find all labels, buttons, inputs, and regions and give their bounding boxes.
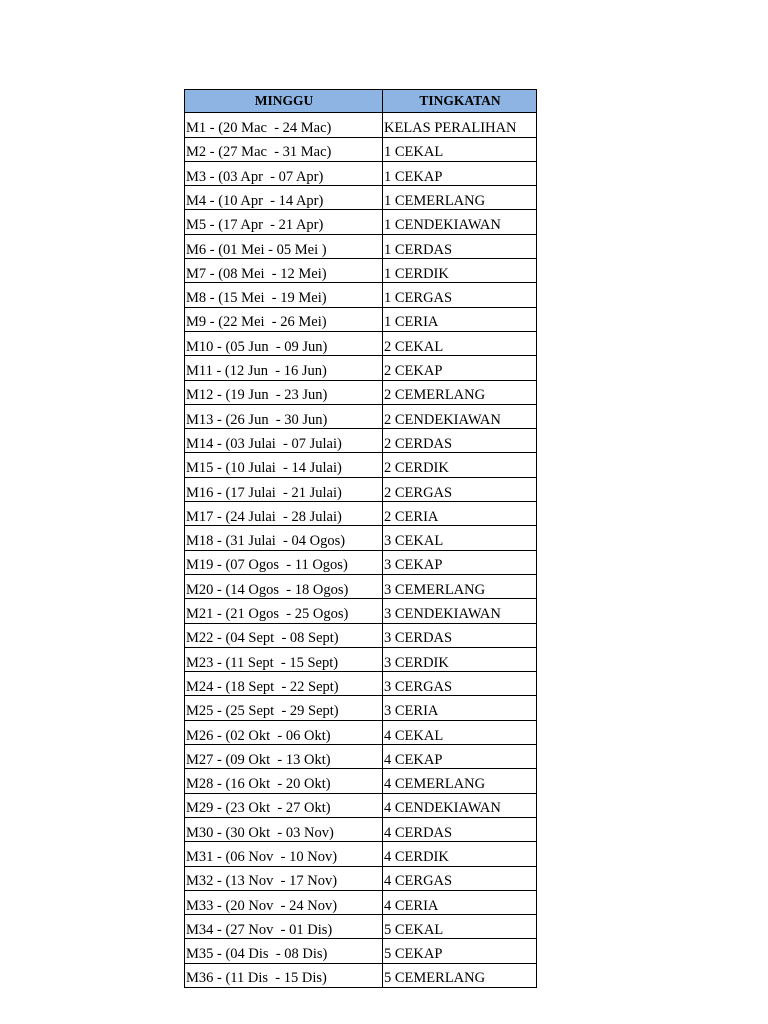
week-cell: M21 - (21 Ogos - 25 Ogos): [185, 599, 383, 623]
table-row: [185, 356, 537, 380]
class-cell: 1 CERIA: [383, 307, 537, 331]
week-cell: M35 - (04 Dis - 08 Dis): [185, 939, 383, 963]
table-row: [185, 429, 537, 453]
week-cell: M3 - (03 Apr - 07 Apr): [185, 161, 383, 185]
class-cell: 2 CEKAP: [383, 356, 537, 380]
table-row: [185, 817, 537, 841]
table-row: [185, 647, 537, 671]
table-row: [185, 963, 537, 987]
week-cell: M33 - (20 Nov - 24 Nov): [185, 890, 383, 914]
schedule-body: [185, 113, 537, 988]
class-cell: 4 CERDIK: [383, 842, 537, 866]
class-cell: 2 CERGAS: [383, 477, 537, 501]
week-cell: M1 - (20 Mac - 24 Mac): [185, 113, 383, 137]
class-cell: 3 CERDAS: [383, 623, 537, 647]
class-cell: 3 CEKAL: [383, 526, 537, 550]
week-cell: M5 - (17 Apr - 21 Apr): [185, 210, 383, 234]
table-row: [185, 137, 537, 161]
class-cell: 4 CENDEKIAWAN: [383, 793, 537, 817]
week-cell: M22 - (04 Sept - 08 Sept): [185, 623, 383, 647]
week-cell: M10 - (05 Jun - 09 Jun): [185, 331, 383, 355]
week-cell: M19 - (07 Ogos - 11 Ogos): [185, 550, 383, 574]
week-cell: M16 - (17 Julai - 21 Julai): [185, 477, 383, 501]
week-cell: M31 - (06 Nov - 10 Nov): [185, 842, 383, 866]
week-cell: M7 - (08 Mei - 12 Mei): [185, 259, 383, 283]
table-row: [185, 890, 537, 914]
class-cell: 3 CEKAP: [383, 550, 537, 574]
header-row: [185, 90, 537, 113]
week-cell: M34 - (27 Nov - 01 Dis): [185, 915, 383, 939]
week-cell: M8 - (15 Mei - 19 Mei): [185, 283, 383, 307]
week-cell: M11 - (12 Jun - 16 Jun): [185, 356, 383, 380]
table-row: [185, 259, 537, 283]
class-cell: 2 CEKAL: [383, 331, 537, 355]
class-cell: 2 CEMERLANG: [383, 380, 537, 404]
table-row: [185, 599, 537, 623]
class-cell: 1 CEMERLANG: [383, 186, 537, 210]
table-row: [185, 939, 537, 963]
table-row: [185, 550, 537, 574]
table-row: [185, 331, 537, 355]
week-cell: M14 - (03 Julai - 07 Julai): [185, 429, 383, 453]
week-cell: M23 - (11 Sept - 15 Sept): [185, 647, 383, 671]
week-cell: M36 - (11 Dis - 15 Dis): [185, 963, 383, 987]
class-cell: 4 CEKAL: [383, 720, 537, 744]
week-cell: M26 - (02 Okt - 06 Okt): [185, 720, 383, 744]
class-cell: 5 CEKAL: [383, 915, 537, 939]
table-row: [185, 866, 537, 890]
week-cell: M9 - (22 Mei - 26 Mei): [185, 307, 383, 331]
week-cell: M12 - (19 Jun - 23 Jun): [185, 380, 383, 404]
week-cell: M28 - (16 Okt - 20 Okt): [185, 769, 383, 793]
week-cell: M18 - (31 Julai - 04 Ogos): [185, 526, 383, 550]
class-cell: 5 CEMERLANG: [383, 963, 537, 987]
class-cell: 3 CENDEKIAWAN: [383, 599, 537, 623]
week-cell: M13 - (26 Jun - 30 Jun): [185, 404, 383, 428]
table-row: [185, 186, 537, 210]
class-cell: 2 CERDAS: [383, 429, 537, 453]
table-row: [185, 113, 537, 137]
table-row: [185, 842, 537, 866]
table-row: [185, 769, 537, 793]
class-cell: 4 CERDAS: [383, 817, 537, 841]
week-cell: M20 - (14 Ogos - 18 Ogos): [185, 574, 383, 598]
table-row: [185, 380, 537, 404]
week-cell: M6 - (01 Mei - 05 Mei ): [185, 234, 383, 258]
class-cell: 1 CERDIK: [383, 259, 537, 283]
schedule-table: [184, 89, 537, 988]
week-cell: M2 - (27 Mac - 31 Mac): [185, 137, 383, 161]
table-row: [185, 672, 537, 696]
class-cell: 4 CERIA: [383, 890, 537, 914]
table-row: [185, 453, 537, 477]
table-row: [185, 793, 537, 817]
class-cell: 2 CENDEKIAWAN: [383, 404, 537, 428]
table-row: [185, 745, 537, 769]
table-row: [185, 915, 537, 939]
table-row: [185, 161, 537, 185]
table-row: [185, 574, 537, 598]
class-cell: 4 CERGAS: [383, 866, 537, 890]
class-cell: 3 CERDIK: [383, 647, 537, 671]
table-row: [185, 502, 537, 526]
class-cell: KELAS PERALIHAN: [383, 113, 537, 137]
table-row: [185, 234, 537, 258]
table-row: [185, 404, 537, 428]
class-cell: 3 CERGAS: [383, 672, 537, 696]
table-row: [185, 283, 537, 307]
week-cell: M15 - (10 Julai - 14 Julai): [185, 453, 383, 477]
table-row: [185, 307, 537, 331]
class-cell: 3 CERIA: [383, 696, 537, 720]
class-cell: 1 CERDAS: [383, 234, 537, 258]
class-cell: 3 CEMERLANG: [383, 574, 537, 598]
class-cell: 2 CERIA: [383, 502, 537, 526]
table-row: [185, 696, 537, 720]
week-cell: M24 - (18 Sept - 22 Sept): [185, 672, 383, 696]
class-cell: 5 CEKAP: [383, 939, 537, 963]
class-cell: 1 CERGAS: [383, 283, 537, 307]
class-cell: 4 CEMERLANG: [383, 769, 537, 793]
header-minggu: MINGGU: [185, 90, 383, 113]
week-cell: M27 - (09 Okt - 13 Okt): [185, 745, 383, 769]
class-cell: 2 CERDIK: [383, 453, 537, 477]
table-row: [185, 720, 537, 744]
week-cell: M4 - (10 Apr - 14 Apr): [185, 186, 383, 210]
class-cell: 1 CEKAP: [383, 161, 537, 185]
week-cell: M25 - (25 Sept - 29 Sept): [185, 696, 383, 720]
week-cell: M29 - (23 Okt - 27 Okt): [185, 793, 383, 817]
table-row: [185, 526, 537, 550]
week-cell: M32 - (13 Nov - 17 Nov): [185, 866, 383, 890]
header-tingkatan: TINGKATAN: [383, 90, 537, 113]
class-cell: 1 CEKAL: [383, 137, 537, 161]
class-cell: 1 CENDEKIAWAN: [383, 210, 537, 234]
table-row: [185, 477, 537, 501]
table-row: [185, 210, 537, 234]
table-row: [185, 623, 537, 647]
week-cell: M17 - (24 Julai - 28 Julai): [185, 502, 383, 526]
class-cell: 4 CEKAP: [383, 745, 537, 769]
week-cell: M30 - (30 Okt - 03 Nov): [185, 817, 383, 841]
